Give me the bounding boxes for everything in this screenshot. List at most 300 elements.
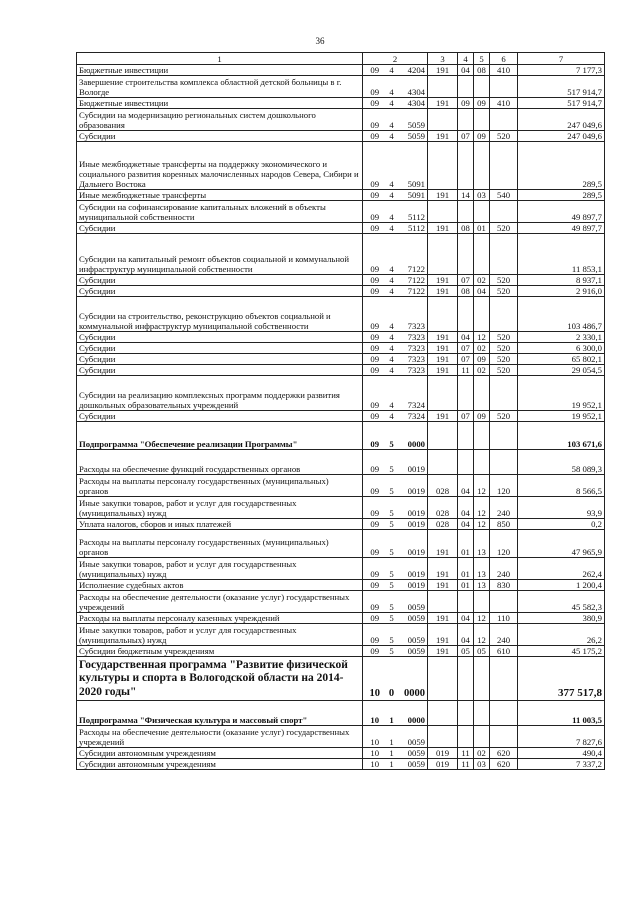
row-section [458, 376, 474, 411]
row-code-item: 7122 [397, 275, 428, 286]
row-expense-type: 120 [490, 475, 518, 497]
row-ministry: 191 [428, 354, 458, 365]
row-ministry: 191 [428, 286, 458, 297]
row-amount: 247 049,6 [518, 109, 605, 131]
row-name: Субсидии на капитальный ремонт объектов социальной и коммунальной инфраструктур муниципальной собственности [77, 234, 363, 275]
row-ministry: 028 [428, 519, 458, 530]
row-name: Бюджетные инвестиции [77, 65, 363, 76]
row-subsection: 12 [474, 332, 490, 343]
row-ministry: 191 [428, 65, 458, 76]
row-code-sub: 4 [387, 275, 397, 286]
page-number: 36 [315, 36, 325, 46]
row-code-section: 09 [363, 297, 387, 332]
row-expense-type [490, 76, 518, 98]
row-code-sub: 5 [387, 591, 397, 613]
row-subsection: 13 [474, 558, 490, 580]
row-name: Субсидии на реализацию комплексных программ поддержки развития дошкольных образовательных учреждений [77, 376, 363, 411]
row-subsection: 05 [474, 646, 490, 657]
row-code-sub: 4 [387, 223, 397, 234]
row-amount: 377 517,8 [518, 657, 605, 701]
row-ministry: 191 [428, 131, 458, 142]
row-ministry: 191 [428, 190, 458, 201]
row-code-sub: 4 [387, 365, 397, 376]
row-code-section: 09 [363, 201, 387, 223]
row-code-sub: 5 [387, 613, 397, 624]
row-amount: 0,2 [518, 519, 605, 530]
row-subsection: 04 [474, 286, 490, 297]
row-ministry: 191 [428, 343, 458, 354]
row-name: Бюджетные инвестиции [77, 98, 363, 109]
row-ministry: 191 [428, 580, 458, 591]
row-code-item: 5091 [397, 142, 428, 190]
row-expense-type: 520 [490, 354, 518, 365]
row-expense-type [490, 234, 518, 275]
row-expense-type: 520 [490, 343, 518, 354]
row-name: Субсидии на модернизацию региональных систем дошкольного образования [77, 109, 363, 131]
row-subsection [474, 726, 490, 748]
row-name: Расходы на выплаты персоналу казенных учреждений [77, 613, 363, 624]
row-expense-type [490, 657, 518, 701]
row-amount: 517 914,7 [518, 76, 605, 98]
row-amount: 103 671,6 [518, 422, 605, 450]
table-row [77, 76, 605, 98]
row-name: Субсидии [77, 365, 363, 376]
row-section: 11 [458, 748, 474, 759]
row-code-sub: 5 [387, 530, 397, 558]
row-code-item: 0059 [397, 759, 428, 770]
row-code-sub: 1 [387, 759, 397, 770]
row-ministry: 028 [428, 475, 458, 497]
table-row [77, 475, 605, 497]
row-code-sub: 0 [387, 657, 397, 701]
row-ministry [428, 591, 458, 613]
row-section: 04 [458, 624, 474, 646]
table-row [77, 65, 605, 76]
row-ministry [428, 657, 458, 701]
table-row [77, 497, 605, 519]
row-amount: 7 177,3 [518, 65, 605, 76]
row-ministry: 191 [428, 365, 458, 376]
row-name: Субсидии [77, 411, 363, 422]
row-ministry [428, 422, 458, 450]
row-code-sub: 4 [387, 297, 397, 332]
row-code-item: 5059 [397, 109, 428, 131]
row-code-item: 0000 [397, 422, 428, 450]
row-code-section: 09 [363, 497, 387, 519]
row-name: Иные межбюджетные трансферты на поддержку экономического и социального развития коренных малочисленных народов Севера, Сибири и Дальнего Востока [77, 142, 363, 190]
row-subsection: 09 [474, 354, 490, 365]
table-row [77, 558, 605, 580]
table-row [77, 98, 605, 109]
row-code-item: 0019 [397, 497, 428, 519]
row-section: 07 [458, 411, 474, 422]
row-code-item: 0059 [397, 613, 428, 624]
table-row [77, 365, 605, 376]
row-code-sub: 4 [387, 131, 397, 142]
row-name: Субсидии [77, 131, 363, 142]
row-expense-type: 520 [490, 365, 518, 376]
row-code-sub: 5 [387, 519, 397, 530]
row-expense-type: 540 [490, 190, 518, 201]
row-code-item: 7323 [397, 332, 428, 343]
row-section: 04 [458, 332, 474, 343]
row-ministry [428, 234, 458, 275]
row-subsection: 12 [474, 497, 490, 519]
row-subsection [474, 76, 490, 98]
row-name: Субсидии [77, 223, 363, 234]
row-code-section: 09 [363, 646, 387, 657]
row-name: Расходы на обеспечение деятельности (оказание услуг) государственных учреждений [77, 726, 363, 748]
row-expense-type: 410 [490, 65, 518, 76]
row-name: Субсидии бюджетным учреждениям [77, 646, 363, 657]
row-code-item: 0019 [397, 450, 428, 475]
row-code-sub: 4 [387, 65, 397, 76]
row-ministry [428, 76, 458, 98]
row-section: 09 [458, 98, 474, 109]
table-row [77, 701, 605, 726]
table-row [77, 109, 605, 131]
table-body [77, 65, 605, 770]
table-row [77, 142, 605, 190]
row-code-section: 09 [363, 142, 387, 190]
row-code-sub: 4 [387, 76, 397, 98]
row-section: 11 [458, 759, 474, 770]
header-col-2: 2 [363, 53, 428, 65]
row-ministry: 191 [428, 558, 458, 580]
row-amount: 8 937,1 [518, 275, 605, 286]
row-amount: 19 952,1 [518, 411, 605, 422]
row-code-item: 0019 [397, 558, 428, 580]
row-subsection: 01 [474, 223, 490, 234]
row-amount: 29 054,5 [518, 365, 605, 376]
table-row [77, 759, 605, 770]
row-expense-type [490, 142, 518, 190]
row-amount: 289,5 [518, 142, 605, 190]
row-expense-type: 830 [490, 580, 518, 591]
row-section: 04 [458, 475, 474, 497]
row-amount: 7 337,2 [518, 759, 605, 770]
table-row [77, 657, 605, 701]
row-code-item: 0019 [397, 580, 428, 591]
row-subsection: 13 [474, 530, 490, 558]
row-code-sub: 4 [387, 190, 397, 201]
row-expense-type [490, 201, 518, 223]
row-amount: 517 914,7 [518, 98, 605, 109]
row-amount: 19 952,1 [518, 376, 605, 411]
row-amount: 7 827,6 [518, 726, 605, 748]
row-name: Расходы на выплаты персоналу государственных (муниципальных) органов [77, 530, 363, 558]
row-amount: 49 897,7 [518, 223, 605, 234]
row-code-section: 10 [363, 759, 387, 770]
row-code-section: 09 [363, 343, 387, 354]
table-row [77, 580, 605, 591]
row-section: 04 [458, 613, 474, 624]
row-code-section: 09 [363, 65, 387, 76]
row-code-section: 09 [363, 76, 387, 98]
row-code-section: 09 [363, 365, 387, 376]
row-amount: 2 330,1 [518, 332, 605, 343]
row-code-item: 4304 [397, 76, 428, 98]
row-code-item: 0019 [397, 519, 428, 530]
row-expense-type: 520 [490, 286, 518, 297]
row-code-sub: 4 [387, 234, 397, 275]
row-code-sub: 1 [387, 701, 397, 726]
row-code-section: 09 [363, 131, 387, 142]
row-subsection: 02 [474, 275, 490, 286]
row-expense-type [490, 109, 518, 131]
row-ministry: 191 [428, 624, 458, 646]
row-code-sub: 4 [387, 354, 397, 365]
table-row [77, 332, 605, 343]
row-code-item: 5059 [397, 131, 428, 142]
row-name: Иные закупки товаров, работ и услуг для государственных (муниципальных) нужд [77, 558, 363, 580]
row-ministry: 191 [428, 530, 458, 558]
header-col-7: 7 [518, 53, 605, 65]
row-section: 04 [458, 65, 474, 76]
row-code-section: 10 [363, 748, 387, 759]
row-subsection [474, 376, 490, 411]
row-ministry: 191 [428, 613, 458, 624]
row-section: 08 [458, 223, 474, 234]
row-code-section: 09 [363, 109, 387, 131]
table-row [77, 376, 605, 411]
row-ministry: 191 [428, 411, 458, 422]
row-section: 07 [458, 354, 474, 365]
row-section [458, 726, 474, 748]
row-ministry: 191 [428, 223, 458, 234]
row-ministry: 191 [428, 275, 458, 286]
row-amount: 45 582,3 [518, 591, 605, 613]
row-name: Субсидии [77, 286, 363, 297]
row-code-section: 09 [363, 624, 387, 646]
row-expense-type: 520 [490, 332, 518, 343]
row-subsection: 12 [474, 475, 490, 497]
row-section: 07 [458, 131, 474, 142]
row-code-section: 09 [363, 332, 387, 343]
row-code-sub: 5 [387, 580, 397, 591]
row-name: Уплата налогов, сборов и иных платежей [77, 519, 363, 530]
row-code-section: 09 [363, 613, 387, 624]
row-amount: 1 200,4 [518, 580, 605, 591]
row-code-sub: 5 [387, 624, 397, 646]
header-col-3: 3 [428, 53, 458, 65]
row-amount: 2 916,0 [518, 286, 605, 297]
row-subsection [474, 422, 490, 450]
row-code-sub: 4 [387, 142, 397, 190]
row-code-sub: 4 [387, 411, 397, 422]
row-expense-type: 240 [490, 624, 518, 646]
row-name: Расходы на обеспечение функций государственных органов [77, 450, 363, 475]
row-expense-type [490, 701, 518, 726]
row-expense-type [490, 450, 518, 475]
row-ministry: 028 [428, 497, 458, 519]
row-code-sub: 1 [387, 748, 397, 759]
row-code-section: 09 [363, 190, 387, 201]
row-ministry: 191 [428, 332, 458, 343]
row-amount: 380,9 [518, 613, 605, 624]
row-code-item: 0059 [397, 748, 428, 759]
row-code-sub: 5 [387, 422, 397, 450]
row-ministry: 191 [428, 98, 458, 109]
row-code-section: 09 [363, 376, 387, 411]
row-expense-type: 520 [490, 131, 518, 142]
row-code-section: 09 [363, 475, 387, 497]
table-row [77, 190, 605, 201]
row-expense-type: 850 [490, 519, 518, 530]
row-code-section: 09 [363, 580, 387, 591]
row-code-item: 0000 [397, 701, 428, 726]
row-amount: 26,2 [518, 624, 605, 646]
row-subsection: 13 [474, 580, 490, 591]
row-code-section: 09 [363, 223, 387, 234]
row-subsection [474, 701, 490, 726]
row-amount: 11 853,1 [518, 234, 605, 275]
row-code-section: 10 [363, 701, 387, 726]
row-section [458, 201, 474, 223]
row-code-section: 09 [363, 234, 387, 275]
row-subsection: 12 [474, 624, 490, 646]
row-subsection [474, 109, 490, 131]
table-row [77, 131, 605, 142]
row-ministry [428, 376, 458, 411]
row-subsection: 02 [474, 343, 490, 354]
row-expense-type [490, 591, 518, 613]
row-name: Субсидии на софинансирование капитальных вложений в объекты муниципальной собственности [77, 201, 363, 223]
table-row [77, 286, 605, 297]
table-row [77, 422, 605, 450]
row-amount: 8 566,5 [518, 475, 605, 497]
table-row [77, 450, 605, 475]
row-name: Иные закупки товаров, работ и услуг для государственных (муниципальных) нужд [77, 624, 363, 646]
row-name: Субсидии на строительство, реконструкцию объектов социальной и коммунальной инфраструктур муниципальной собственности [77, 297, 363, 332]
row-code-section: 09 [363, 519, 387, 530]
table-row [77, 297, 605, 332]
row-amount: 262,4 [518, 558, 605, 580]
row-ministry [428, 726, 458, 748]
table-row [77, 530, 605, 558]
row-code-sub: 1 [387, 726, 397, 748]
row-name: Субсидии [77, 332, 363, 343]
row-subsection: 09 [474, 411, 490, 422]
row-section: 14 [458, 190, 474, 201]
row-name: Субсидии [77, 343, 363, 354]
row-section: 05 [458, 646, 474, 657]
row-code-sub: 4 [387, 201, 397, 223]
row-code-section: 10 [363, 657, 387, 701]
row-ministry [428, 142, 458, 190]
row-code-item: 4204 [397, 65, 428, 76]
row-name: Завершение строительства комплекса областной детской больницы в г. Вологде [77, 76, 363, 98]
row-expense-type: 240 [490, 558, 518, 580]
row-code-item: 7323 [397, 354, 428, 365]
row-subsection: 08 [474, 65, 490, 76]
row-ministry [428, 109, 458, 131]
row-code-sub: 4 [387, 376, 397, 411]
row-amount: 289,5 [518, 190, 605, 201]
row-expense-type [490, 422, 518, 450]
row-amount: 49 897,7 [518, 201, 605, 223]
row-ministry [428, 297, 458, 332]
row-code-item: 7323 [397, 343, 428, 354]
row-subsection [474, 591, 490, 613]
row-amount: 490,4 [518, 748, 605, 759]
row-section [458, 422, 474, 450]
table-row [77, 726, 605, 748]
row-section [458, 450, 474, 475]
row-name: Исполнение судебных актов [77, 580, 363, 591]
row-code-sub: 4 [387, 332, 397, 343]
row-subsection: 12 [474, 519, 490, 530]
row-expense-type: 520 [490, 223, 518, 234]
row-ministry: 019 [428, 759, 458, 770]
row-code-item: 0059 [397, 646, 428, 657]
row-code-section: 09 [363, 450, 387, 475]
row-code-item: 5112 [397, 201, 428, 223]
row-expense-type: 610 [490, 646, 518, 657]
row-code-section: 09 [363, 275, 387, 286]
row-code-section: 09 [363, 354, 387, 365]
row-expense-type [490, 297, 518, 332]
row-section [458, 142, 474, 190]
row-subsection: 12 [474, 613, 490, 624]
row-subsection [474, 450, 490, 475]
row-section: 01 [458, 530, 474, 558]
row-name: Подпрограмма "Обеспечение реализации Программы" [77, 422, 363, 450]
row-expense-type: 620 [490, 748, 518, 759]
row-code-section: 09 [363, 530, 387, 558]
row-subsection [474, 657, 490, 701]
row-code-item: 7122 [397, 286, 428, 297]
row-code-section: 09 [363, 591, 387, 613]
row-code-section: 10 [363, 726, 387, 748]
row-name: Иные межбюджетные трансферты [77, 190, 363, 201]
row-code-section: 09 [363, 286, 387, 297]
row-code-item: 4304 [397, 98, 428, 109]
header-col-1: 1 [77, 53, 363, 65]
row-expense-type: 110 [490, 613, 518, 624]
row-expense-type [490, 726, 518, 748]
row-ministry: 019 [428, 748, 458, 759]
row-subsection: 09 [474, 131, 490, 142]
row-code-section: 09 [363, 558, 387, 580]
row-amount: 58 089,3 [518, 450, 605, 475]
row-code-sub: 4 [387, 343, 397, 354]
row-section: 04 [458, 497, 474, 519]
table-row [77, 613, 605, 624]
row-amount: 93,9 [518, 497, 605, 519]
row-code-item: 0059 [397, 591, 428, 613]
row-code-sub: 4 [387, 98, 397, 109]
row-amount: 65 802,1 [518, 354, 605, 365]
row-code-item: 7324 [397, 411, 428, 422]
row-code-section: 09 [363, 422, 387, 450]
row-section: 01 [458, 558, 474, 580]
row-code-sub: 5 [387, 558, 397, 580]
row-code-sub: 4 [387, 109, 397, 131]
row-name: Расходы на выплаты персоналу государственных (муниципальных) органов [77, 475, 363, 497]
row-ministry [428, 201, 458, 223]
row-expense-type: 410 [490, 98, 518, 109]
row-section [458, 657, 474, 701]
table-row [77, 223, 605, 234]
row-ministry [428, 701, 458, 726]
table-row [77, 646, 605, 657]
row-code-sub: 5 [387, 450, 397, 475]
table-header-row [77, 53, 605, 65]
row-amount: 247 049,6 [518, 131, 605, 142]
row-amount: 6 300,0 [518, 343, 605, 354]
row-code-item: 0019 [397, 530, 428, 558]
